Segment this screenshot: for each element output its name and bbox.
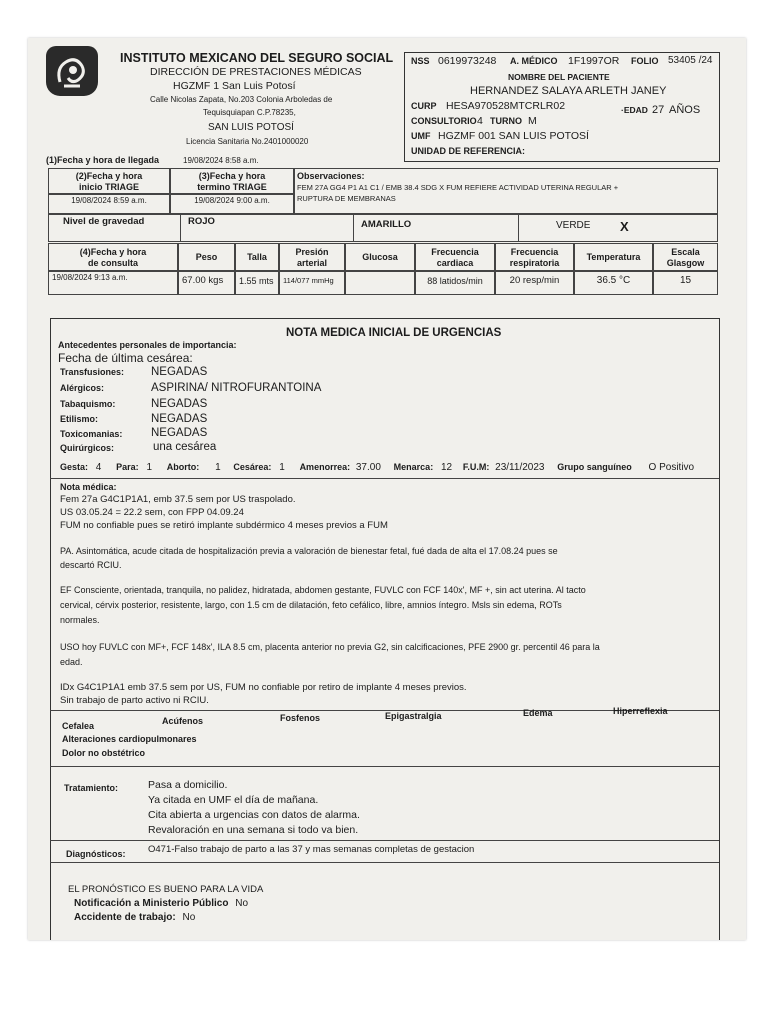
gravedad-verde: VERDE (556, 220, 591, 231)
presion-label-2: arterial (296, 258, 328, 268)
acufenos-label: Acúfenos (162, 716, 204, 726)
triage-inicio-label-2: inicio TRIAGE (78, 182, 139, 192)
idx-line: IDx G4C1P1A1 emb 37.5 sem por US, FUM no confiable por retiro de implante 4 meses previos. (60, 682, 467, 693)
peso-header: Peso (178, 243, 235, 271)
triage-termino-value: 19/08/2024 9:00 a.m. (170, 194, 294, 214)
hiperreflexia-label: Hiperreflexia (613, 706, 668, 716)
pronostico-text: EL PRONÓSTICO ES BUENO PARA LA VIDA (68, 884, 264, 895)
idx-line: Sin trabajo de parto activo ni RCIU. (60, 695, 209, 706)
fc-label-2: cardiaca (436, 258, 474, 268)
epigastralgia-label: Epigastralgia (385, 711, 442, 721)
diagnostico-value: O471-Falso trabajo de parto a las 37 y mas semanas completas de gestacion (148, 844, 475, 855)
arrival-label: (1)Fecha y hora de llegada (46, 155, 160, 165)
fosfenos-label: Fosfenos (280, 713, 321, 723)
ef-line: EF Consciente, orientada, tranquila, no palidez, hidratada, abdomen gestante, FUVLC con FCF 140x', MF +, sin act uterina. Al tacto (60, 585, 586, 595)
turno-value: M (528, 115, 537, 127)
peso-value: 67.00 kgs (178, 271, 235, 295)
folio-value: 53405 /24 (668, 55, 713, 66)
fr-value: 20 resp/min (495, 271, 574, 295)
etilismo-label: Etilismo: (60, 414, 99, 424)
accidente-trabajo-value: No (182, 912, 196, 923)
quirurgicos-value: una cesárea (153, 441, 217, 453)
idx-block (60, 681, 467, 707)
medico-label: A. MÉDICO (510, 56, 558, 66)
pa-line: descartó RCIU. (60, 560, 122, 570)
edad-value: 27 (652, 104, 665, 116)
ministerio-publico-label: Notificación a Ministerio Público (74, 898, 229, 909)
glasgow-label-1: Escala (671, 247, 700, 257)
tabaquismo-value: NEGADAS (151, 398, 208, 410)
triage-observaciones (294, 168, 718, 214)
medico-value: 1F1997OR (568, 55, 620, 67)
antecedentes-label: Antecedentes personales de importancia: (58, 340, 237, 350)
nota-line: Fem 27a G4C1P1A1, emb 37.5 sem por US traspolado. (60, 494, 296, 505)
consulta-label-2: de consulta (87, 258, 138, 268)
arrival-value: 19/08/2024 8:58 a.m. (183, 156, 259, 165)
glucosa-value (345, 271, 415, 295)
gesta-value: 4 (95, 462, 102, 473)
triage-termino-header (170, 168, 294, 194)
consulta-label-1: (4)Fecha y hora (79, 247, 147, 257)
consultorio-label: CONSULTORIO (411, 116, 477, 126)
tratamiento-line: Revaloración en una semana si todo va bien. (148, 824, 359, 836)
patient-name: HERNANDEZ SALAYA ARLETH JANEY (470, 85, 667, 97)
glasgow-label-2: Glasgow (666, 258, 705, 268)
nota-medica-block (60, 493, 388, 532)
tratamiento-line: Pasa a domicilio. (148, 779, 228, 791)
cardiopulmonares-label: Alteraciones cardiopulmonares (62, 734, 197, 744)
gesta-label: Gesta: (60, 462, 89, 472)
edad-label: ·EDAD (621, 105, 648, 115)
para-label: Para: (116, 462, 139, 472)
ministerio-publico-value: No (235, 898, 249, 909)
fum-label: F.U.M: (462, 462, 490, 472)
institution-name: INSTITUTO MEXICANO DEL SEGURO SOCIAL (120, 51, 394, 65)
fr-header (495, 243, 574, 271)
presion-header (279, 243, 345, 271)
glasgow-value: 15 (653, 271, 718, 295)
tratamiento-line: Ya citada en UMF el día de mañana. (148, 794, 319, 806)
alergicos-value: ASPIRINA/ NITROFURANTOINA (151, 382, 322, 394)
transfusiones-label: Transfusiones: (60, 367, 125, 377)
gravedad-label: Nivel de gravedad (63, 216, 145, 227)
nota-title: NOTA MEDICA INICIAL DE URGENCIAS (286, 327, 502, 339)
folio-label: FOLIO (631, 56, 659, 66)
diagnosticos-label: Diagnósticos: (66, 849, 126, 859)
uso-line: edad. (60, 657, 83, 667)
pa-block (60, 544, 558, 572)
ef-line: cervical, cérvix posterior, resistente, largo, con 1.5 cm de dilatación, feto cefálico, libre, amnios íntegro. Msls sin edema, ROTs (60, 600, 562, 610)
pa-line: PA. Asintomática, acude citada de hospitalización previa a valoración de bienestar fetal, fué dada de alta el 17.08.24 pues se (60, 546, 558, 556)
fc-header (415, 243, 495, 271)
toxicomanias-value: NEGADAS (151, 427, 208, 439)
glasgow-header (653, 243, 718, 271)
menarca-label: Menarca: (393, 462, 434, 472)
etilismo-value: NEGADAS (151, 413, 208, 425)
aborto-label: Aborto: (166, 462, 200, 472)
tratamiento-label: Tratamiento: (64, 783, 119, 793)
ministerio-publico-row (74, 898, 248, 909)
uso-block (60, 640, 600, 670)
patient-name-label: NOMBRE DEL PACIENTE (508, 72, 610, 82)
referencia-label: UNIDAD DE REFERENCIA: (411, 146, 526, 156)
triage-inicio-value: 19/08/2024 8:59 a.m. (48, 194, 170, 214)
umf-value: HGZMF 001 SAN LUIS POTOSÍ (438, 130, 589, 142)
alergicos-label: Alérgicos: (60, 383, 105, 393)
tratamiento-block (148, 778, 360, 838)
accidente-trabajo-row (74, 912, 195, 923)
edad-unit: AÑOS (669, 104, 701, 116)
para-value: 1 (146, 462, 152, 473)
tratamiento-line: Cita abierta a urgencias con datos de alarma. (148, 809, 360, 821)
nss-value: 0619973248 (438, 55, 497, 67)
address-line-2: Tequisquiapan C.P.78235, (203, 108, 296, 117)
fr-label-2: respiratoria (509, 258, 560, 268)
grupo-label: Grupo sanguíneo (557, 462, 632, 472)
imss-logo-icon (46, 46, 98, 96)
grupo-value: O Positivo (648, 462, 695, 473)
gravedad-verde-mark: X (620, 219, 629, 234)
observaciones-line-2: RUPTURA DE MEMBRANAS (297, 194, 396, 203)
edema-label: Edema (523, 708, 553, 718)
talla-value: 1.55 mts (235, 271, 279, 295)
unit-name: HGZMF 1 San Luis Potosí (173, 80, 296, 92)
gravedad-amarillo: AMARILLO (361, 219, 412, 230)
glucosa-header: Glucosa (345, 243, 415, 271)
city-name: SAN LUIS POTOSÍ (208, 122, 294, 133)
accidente-trabajo-label: Accidente de trabajo: (74, 912, 176, 923)
quirurgicos-label: Quirúrgicos: (60, 443, 115, 453)
observaciones-label: Observaciones: (297, 171, 365, 181)
ef-line: normales. (60, 615, 100, 625)
talla-header: Talla (235, 243, 279, 271)
fc-label-1: Frecuencia (431, 247, 479, 257)
nota-line: US 03.05.24 = 22.2 sem, con FPP 04.09.24 (60, 507, 244, 518)
fc-value: 88 latidos/min (415, 271, 495, 295)
nota-medica-label: Nota médica: (60, 482, 117, 492)
cesarea-count-label: Cesárea: (233, 462, 272, 472)
uso-line: USO hoy FUVLC con MF+, FCF 148x', ILA 8.5 cm, placenta anterior no previa G2, sin calcificaciones, PFE 2900 gr. percentil 46 para la (60, 642, 600, 652)
fum-value: 23/11/2023 (495, 462, 545, 473)
cefalea-label: Cefalea (62, 721, 95, 731)
nota-line: FUM no confiable pues se retiró implante subdérmico 4 meses previos a FUM (60, 520, 388, 531)
tabaquismo-label: Tabaquismo: (60, 399, 116, 409)
obstetrico-label: Dolor no obstétrico (62, 748, 145, 758)
turno-label: TURNO (490, 116, 522, 126)
gravedad-rojo: ROJO (188, 216, 215, 227)
nss-label: NSS (411, 56, 430, 66)
triage-inicio-label-1: (2)Fecha y hora (75, 171, 143, 181)
curp-label: CURP (411, 101, 437, 111)
presion-value: 114/077 mmHg (279, 271, 345, 295)
consulta-value: 19/08/2024 9:13 a.m. (48, 271, 178, 295)
license-number: Licencia Sanitaria No.2401000020 (186, 137, 309, 146)
triage-inicio-header (48, 168, 170, 194)
cesarea-date-label: Fecha de última cesárea: (58, 351, 193, 365)
ef-block (60, 583, 586, 628)
presion-label-1: Presión (295, 247, 329, 257)
triage-termino-label-2: termino TRIAGE (197, 182, 267, 192)
toxicomanias-label: Toxicomanias: (60, 429, 123, 439)
aborto-value: 1 (215, 462, 221, 473)
amenorrea-label: Amenorrea: (299, 462, 351, 472)
menarca-value: 12 (440, 462, 453, 473)
umf-label: UMF (411, 131, 431, 141)
cesarea-count-value: 1 (279, 462, 285, 473)
obstetric-row (60, 462, 694, 473)
triage-termino-label-1: (3)Fecha y hora (198, 171, 266, 181)
curp-value: HESA970528MTCRLR02 (446, 100, 566, 112)
amenorrea-value: 37.00 (355, 462, 381, 473)
consultorio-value: 4 (477, 115, 483, 127)
temp-value: 36.5 °C (574, 271, 653, 295)
temp-header: Temperatura (574, 243, 653, 271)
observaciones-line-1: FEM 27A GG4 P1 A1 C1 / EMB 38.4 SDG X FUM REFIERE ACTIVIDAD UTERINA REGULAR + (297, 183, 619, 192)
fr-label-1: Frecuencia (510, 247, 559, 257)
document-page (28, 38, 746, 940)
transfusiones-value: NEGADAS (151, 366, 208, 378)
consulta-header (48, 243, 178, 271)
address-line-1: Calle Nicolas Zapata, No.203 Colonia Arboledas de (150, 95, 333, 104)
direction-name: DIRECCIÓN DE PRESTACIONES MÉDICAS (150, 66, 362, 78)
